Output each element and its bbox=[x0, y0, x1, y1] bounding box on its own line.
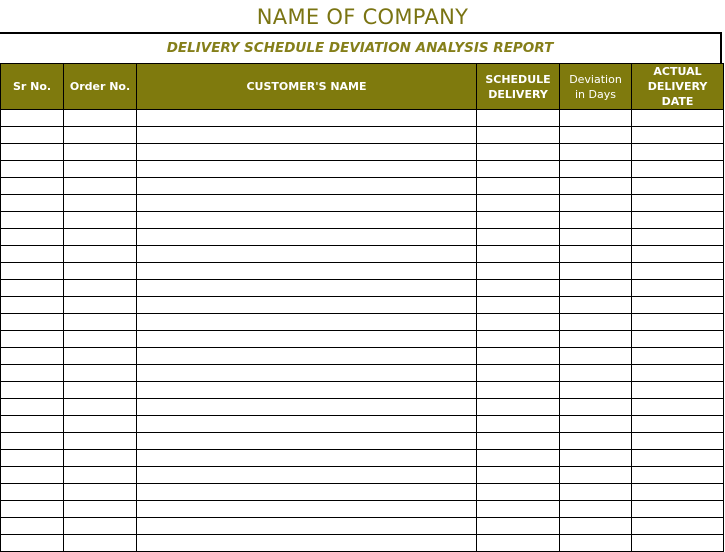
deviation-days-cell[interactable] bbox=[560, 229, 632, 246]
actual-delivery-date-cell[interactable] bbox=[632, 365, 724, 382]
customer-name-cell[interactable] bbox=[137, 161, 477, 178]
deviation-days-cell[interactable] bbox=[560, 144, 632, 161]
deviation-days-cell[interactable] bbox=[560, 195, 632, 212]
sr-no-cell[interactable] bbox=[1, 518, 64, 535]
actual-delivery-date-cell[interactable] bbox=[632, 161, 724, 178]
table-row bbox=[1, 229, 724, 246]
schedule-delivery-cell[interactable] bbox=[477, 501, 560, 518]
deviation-days-cell[interactable] bbox=[560, 263, 632, 280]
sr-no-cell[interactable] bbox=[1, 314, 64, 331]
customer-name-cell[interactable] bbox=[137, 314, 477, 331]
actual-delivery-date-cell[interactable] bbox=[632, 144, 724, 161]
customer-name-cell[interactable] bbox=[137, 246, 477, 263]
actual-delivery-date-cell[interactable] bbox=[632, 382, 724, 399]
table-row bbox=[1, 178, 724, 195]
schedule-delivery-cell[interactable] bbox=[477, 280, 560, 297]
schedule-delivery-cell[interactable] bbox=[477, 195, 560, 212]
table-row bbox=[1, 195, 724, 212]
sr-no-cell[interactable] bbox=[1, 195, 64, 212]
sr-no-cell[interactable] bbox=[1, 161, 64, 178]
sr-no-cell[interactable] bbox=[1, 212, 64, 229]
sr-no-cell[interactable] bbox=[1, 416, 64, 433]
schedule-delivery-cell[interactable] bbox=[477, 331, 560, 348]
table-header-row bbox=[1, 64, 724, 110]
order-no-cell[interactable] bbox=[64, 110, 137, 127]
customer-name-cell[interactable] bbox=[137, 382, 477, 399]
schedule-delivery-cell[interactable] bbox=[477, 110, 560, 127]
actual-delivery-date-cell[interactable] bbox=[632, 399, 724, 416]
deviation-days-cell[interactable] bbox=[560, 161, 632, 178]
table-row bbox=[1, 263, 724, 280]
customer-name-cell[interactable] bbox=[137, 178, 477, 195]
actual-delivery-date-cell[interactable] bbox=[632, 314, 724, 331]
deviation-days-cell[interactable] bbox=[560, 212, 632, 229]
schedule-delivery-cell[interactable] bbox=[477, 263, 560, 280]
deviation-days-cell[interactable] bbox=[560, 297, 632, 314]
sr-no-cell[interactable] bbox=[1, 348, 64, 365]
deviation-days-cell[interactable] bbox=[560, 348, 632, 365]
customer-name-cell[interactable] bbox=[137, 416, 477, 433]
sr-no-cell[interactable] bbox=[1, 501, 64, 518]
order-no-cell[interactable] bbox=[64, 348, 137, 365]
table-row bbox=[1, 535, 724, 552]
actual-delivery-date-cell[interactable] bbox=[632, 280, 724, 297]
actual-delivery-date-cell[interactable] bbox=[632, 535, 724, 552]
order-no-cell[interactable] bbox=[64, 467, 137, 484]
customer-name-cell[interactable] bbox=[137, 331, 477, 348]
sr-no-cell[interactable] bbox=[1, 331, 64, 348]
table-row bbox=[1, 144, 724, 161]
actual-delivery-date-cell[interactable] bbox=[632, 110, 724, 127]
customer-name-cell[interactable] bbox=[137, 433, 477, 450]
order-no-cell[interactable] bbox=[64, 501, 137, 518]
table-body bbox=[1, 110, 724, 552]
table-row bbox=[1, 399, 724, 416]
report-title: DELIVERY SCHEDULE DEVIATION ANALYSIS REPORT bbox=[0, 32, 722, 63]
order-no-cell[interactable] bbox=[64, 161, 137, 178]
order-no-cell[interactable] bbox=[64, 212, 137, 229]
table-row bbox=[1, 382, 724, 399]
schedule-delivery-cell[interactable] bbox=[477, 433, 560, 450]
customer-name-cell[interactable] bbox=[137, 212, 477, 229]
schedule-delivery-cell[interactable] bbox=[477, 348, 560, 365]
customer-name-cell[interactable] bbox=[137, 144, 477, 161]
table-row bbox=[1, 467, 724, 484]
customer-name-cell[interactable] bbox=[137, 535, 477, 552]
company-name: NAME OF COMPANY bbox=[256, 5, 469, 29]
sr-no-cell[interactable] bbox=[1, 229, 64, 246]
deviation-days-cell[interactable] bbox=[560, 535, 632, 552]
sr-no-cell[interactable] bbox=[1, 246, 64, 263]
customer-name-cell[interactable] bbox=[137, 365, 477, 382]
schedule-delivery-cell[interactable] bbox=[477, 161, 560, 178]
table-row bbox=[1, 501, 724, 518]
sr-no-cell[interactable] bbox=[1, 110, 64, 127]
deviation-days-cell[interactable] bbox=[560, 127, 632, 144]
sr-no-cell[interactable] bbox=[1, 399, 64, 416]
order-no-cell[interactable] bbox=[64, 484, 137, 501]
table-row bbox=[1, 416, 724, 433]
deviation-days-cell[interactable] bbox=[560, 416, 632, 433]
header-sr-no: Sr No. bbox=[1, 64, 64, 110]
deviation-days-cell[interactable] bbox=[560, 518, 632, 535]
sr-no-cell[interactable] bbox=[1, 467, 64, 484]
table-row bbox=[1, 161, 724, 178]
deviation-days-cell[interactable] bbox=[560, 382, 632, 399]
actual-delivery-date-cell[interactable] bbox=[632, 433, 724, 450]
deviation-days-cell[interactable] bbox=[560, 246, 632, 263]
schedule-delivery-cell[interactable] bbox=[477, 467, 560, 484]
actual-delivery-date-cell[interactable] bbox=[632, 127, 724, 144]
customer-name-cell[interactable] bbox=[137, 229, 477, 246]
sr-no-cell[interactable] bbox=[1, 450, 64, 467]
deviation-days-cell[interactable] bbox=[560, 467, 632, 484]
schedule-delivery-cell[interactable] bbox=[477, 229, 560, 246]
order-no-cell[interactable] bbox=[64, 535, 137, 552]
actual-delivery-date-cell[interactable] bbox=[632, 467, 724, 484]
schedule-delivery-cell[interactable] bbox=[477, 127, 560, 144]
actual-delivery-date-cell[interactable] bbox=[632, 195, 724, 212]
table-row bbox=[1, 297, 724, 314]
order-no-cell[interactable] bbox=[64, 229, 137, 246]
schedule-delivery-cell[interactable] bbox=[477, 535, 560, 552]
schedule-delivery-cell[interactable] bbox=[477, 450, 560, 467]
sr-no-cell[interactable] bbox=[1, 127, 64, 144]
schedule-delivery-cell[interactable] bbox=[477, 297, 560, 314]
customer-name-cell[interactable] bbox=[137, 467, 477, 484]
table-row bbox=[1, 246, 724, 263]
table-row bbox=[1, 280, 724, 297]
deviation-days-cell[interactable] bbox=[560, 110, 632, 127]
order-no-cell[interactable] bbox=[64, 382, 137, 399]
deviation-days-cell[interactable] bbox=[560, 365, 632, 382]
customer-name-cell[interactable] bbox=[137, 110, 477, 127]
actual-delivery-date-cell[interactable] bbox=[632, 484, 724, 501]
order-no-cell[interactable] bbox=[64, 280, 137, 297]
deviation-days-cell[interactable] bbox=[560, 433, 632, 450]
actual-delivery-date-cell[interactable] bbox=[632, 263, 724, 280]
order-no-cell[interactable] bbox=[64, 144, 137, 161]
actual-delivery-date-cell[interactable] bbox=[632, 178, 724, 195]
schedule-delivery-cell[interactable] bbox=[477, 518, 560, 535]
table-row bbox=[1, 212, 724, 229]
sr-no-cell[interactable] bbox=[1, 297, 64, 314]
deviation-days-cell[interactable] bbox=[560, 314, 632, 331]
table-row bbox=[1, 127, 724, 144]
sr-no-cell[interactable] bbox=[1, 144, 64, 161]
deviation-days-cell[interactable] bbox=[560, 399, 632, 416]
order-no-cell[interactable] bbox=[64, 331, 137, 348]
schedule-delivery-cell[interactable] bbox=[477, 246, 560, 263]
actual-delivery-date-cell[interactable] bbox=[632, 416, 724, 433]
deviation-days-cell[interactable] bbox=[560, 501, 632, 518]
schedule-delivery-cell[interactable] bbox=[477, 212, 560, 229]
table-row bbox=[1, 450, 724, 467]
customer-name-cell[interactable] bbox=[137, 280, 477, 297]
order-no-cell[interactable] bbox=[64, 433, 137, 450]
schedule-delivery-cell[interactable] bbox=[477, 178, 560, 195]
actual-delivery-date-cell[interactable] bbox=[632, 501, 724, 518]
schedule-delivery-cell[interactable] bbox=[477, 399, 560, 416]
order-no-cell[interactable] bbox=[64, 314, 137, 331]
customer-name-cell[interactable] bbox=[137, 195, 477, 212]
customer-name-cell[interactable] bbox=[137, 127, 477, 144]
table-row bbox=[1, 365, 724, 382]
customer-name-cell[interactable] bbox=[137, 297, 477, 314]
sr-no-cell[interactable] bbox=[1, 535, 64, 552]
customer-name-cell[interactable] bbox=[137, 501, 477, 518]
customer-name-cell[interactable] bbox=[137, 450, 477, 467]
schedule-delivery-cell[interactable] bbox=[477, 484, 560, 501]
actual-delivery-date-cell[interactable] bbox=[632, 518, 724, 535]
schedule-delivery-cell[interactable] bbox=[477, 365, 560, 382]
customer-name-cell[interactable] bbox=[137, 263, 477, 280]
deviation-days-cell[interactable] bbox=[560, 484, 632, 501]
schedule-delivery-cell[interactable] bbox=[477, 416, 560, 433]
actual-delivery-date-cell[interactable] bbox=[632, 331, 724, 348]
deviation-days-cell[interactable] bbox=[560, 450, 632, 467]
sr-no-cell[interactable] bbox=[1, 365, 64, 382]
actual-delivery-date-cell[interactable] bbox=[632, 229, 724, 246]
table-row bbox=[1, 348, 724, 365]
sr-no-cell[interactable] bbox=[1, 484, 64, 501]
header-actual-delivery-date: ACTUAL DELIVERY DATE bbox=[632, 64, 724, 110]
header-order-no: Order No. bbox=[64, 64, 137, 110]
deviation-days-cell[interactable] bbox=[560, 280, 632, 297]
customer-name-cell[interactable] bbox=[137, 484, 477, 501]
table-row bbox=[1, 484, 724, 501]
order-no-cell[interactable] bbox=[64, 518, 137, 535]
delivery-schedule-table bbox=[0, 63, 724, 552]
order-no-cell[interactable] bbox=[64, 416, 137, 433]
actual-delivery-date-cell[interactable] bbox=[632, 246, 724, 263]
customer-name-cell[interactable] bbox=[137, 399, 477, 416]
table-row bbox=[1, 110, 724, 127]
order-no-cell[interactable] bbox=[64, 263, 137, 280]
header-customer-name: CUSTOMER'S NAME bbox=[137, 64, 477, 110]
header-deviation-days: Deviation in Days bbox=[560, 64, 632, 110]
table-row bbox=[1, 314, 724, 331]
schedule-delivery-cell[interactable] bbox=[477, 314, 560, 331]
order-no-cell[interactable] bbox=[64, 246, 137, 263]
schedule-delivery-cell[interactable] bbox=[477, 144, 560, 161]
sr-no-cell[interactable] bbox=[1, 280, 64, 297]
sr-no-cell[interactable] bbox=[1, 382, 64, 399]
table-row bbox=[1, 433, 724, 450]
order-no-cell[interactable] bbox=[64, 195, 137, 212]
actual-delivery-date-cell[interactable] bbox=[632, 297, 724, 314]
table-row bbox=[1, 518, 724, 535]
order-no-cell[interactable] bbox=[64, 365, 137, 382]
actual-delivery-date-cell[interactable] bbox=[632, 450, 724, 467]
order-no-cell[interactable] bbox=[64, 297, 137, 314]
order-no-cell[interactable] bbox=[64, 450, 137, 467]
sr-no-cell[interactable] bbox=[1, 433, 64, 450]
order-no-cell[interactable] bbox=[64, 127, 137, 144]
table-row bbox=[1, 331, 724, 348]
actual-delivery-date-cell[interactable] bbox=[632, 212, 724, 229]
actual-delivery-date-cell[interactable] bbox=[632, 348, 724, 365]
header-schedule-delivery: SCHEDULE DELIVERY bbox=[477, 64, 560, 110]
customer-name-cell[interactable] bbox=[137, 518, 477, 535]
sr-no-cell[interactable] bbox=[1, 263, 64, 280]
order-no-cell[interactable] bbox=[64, 399, 137, 416]
order-no-cell[interactable] bbox=[64, 178, 137, 195]
sr-no-cell[interactable] bbox=[1, 178, 64, 195]
schedule-delivery-cell[interactable] bbox=[477, 382, 560, 399]
customer-name-cell[interactable] bbox=[137, 348, 477, 365]
deviation-days-cell[interactable] bbox=[560, 178, 632, 195]
deviation-days-cell[interactable] bbox=[560, 331, 632, 348]
